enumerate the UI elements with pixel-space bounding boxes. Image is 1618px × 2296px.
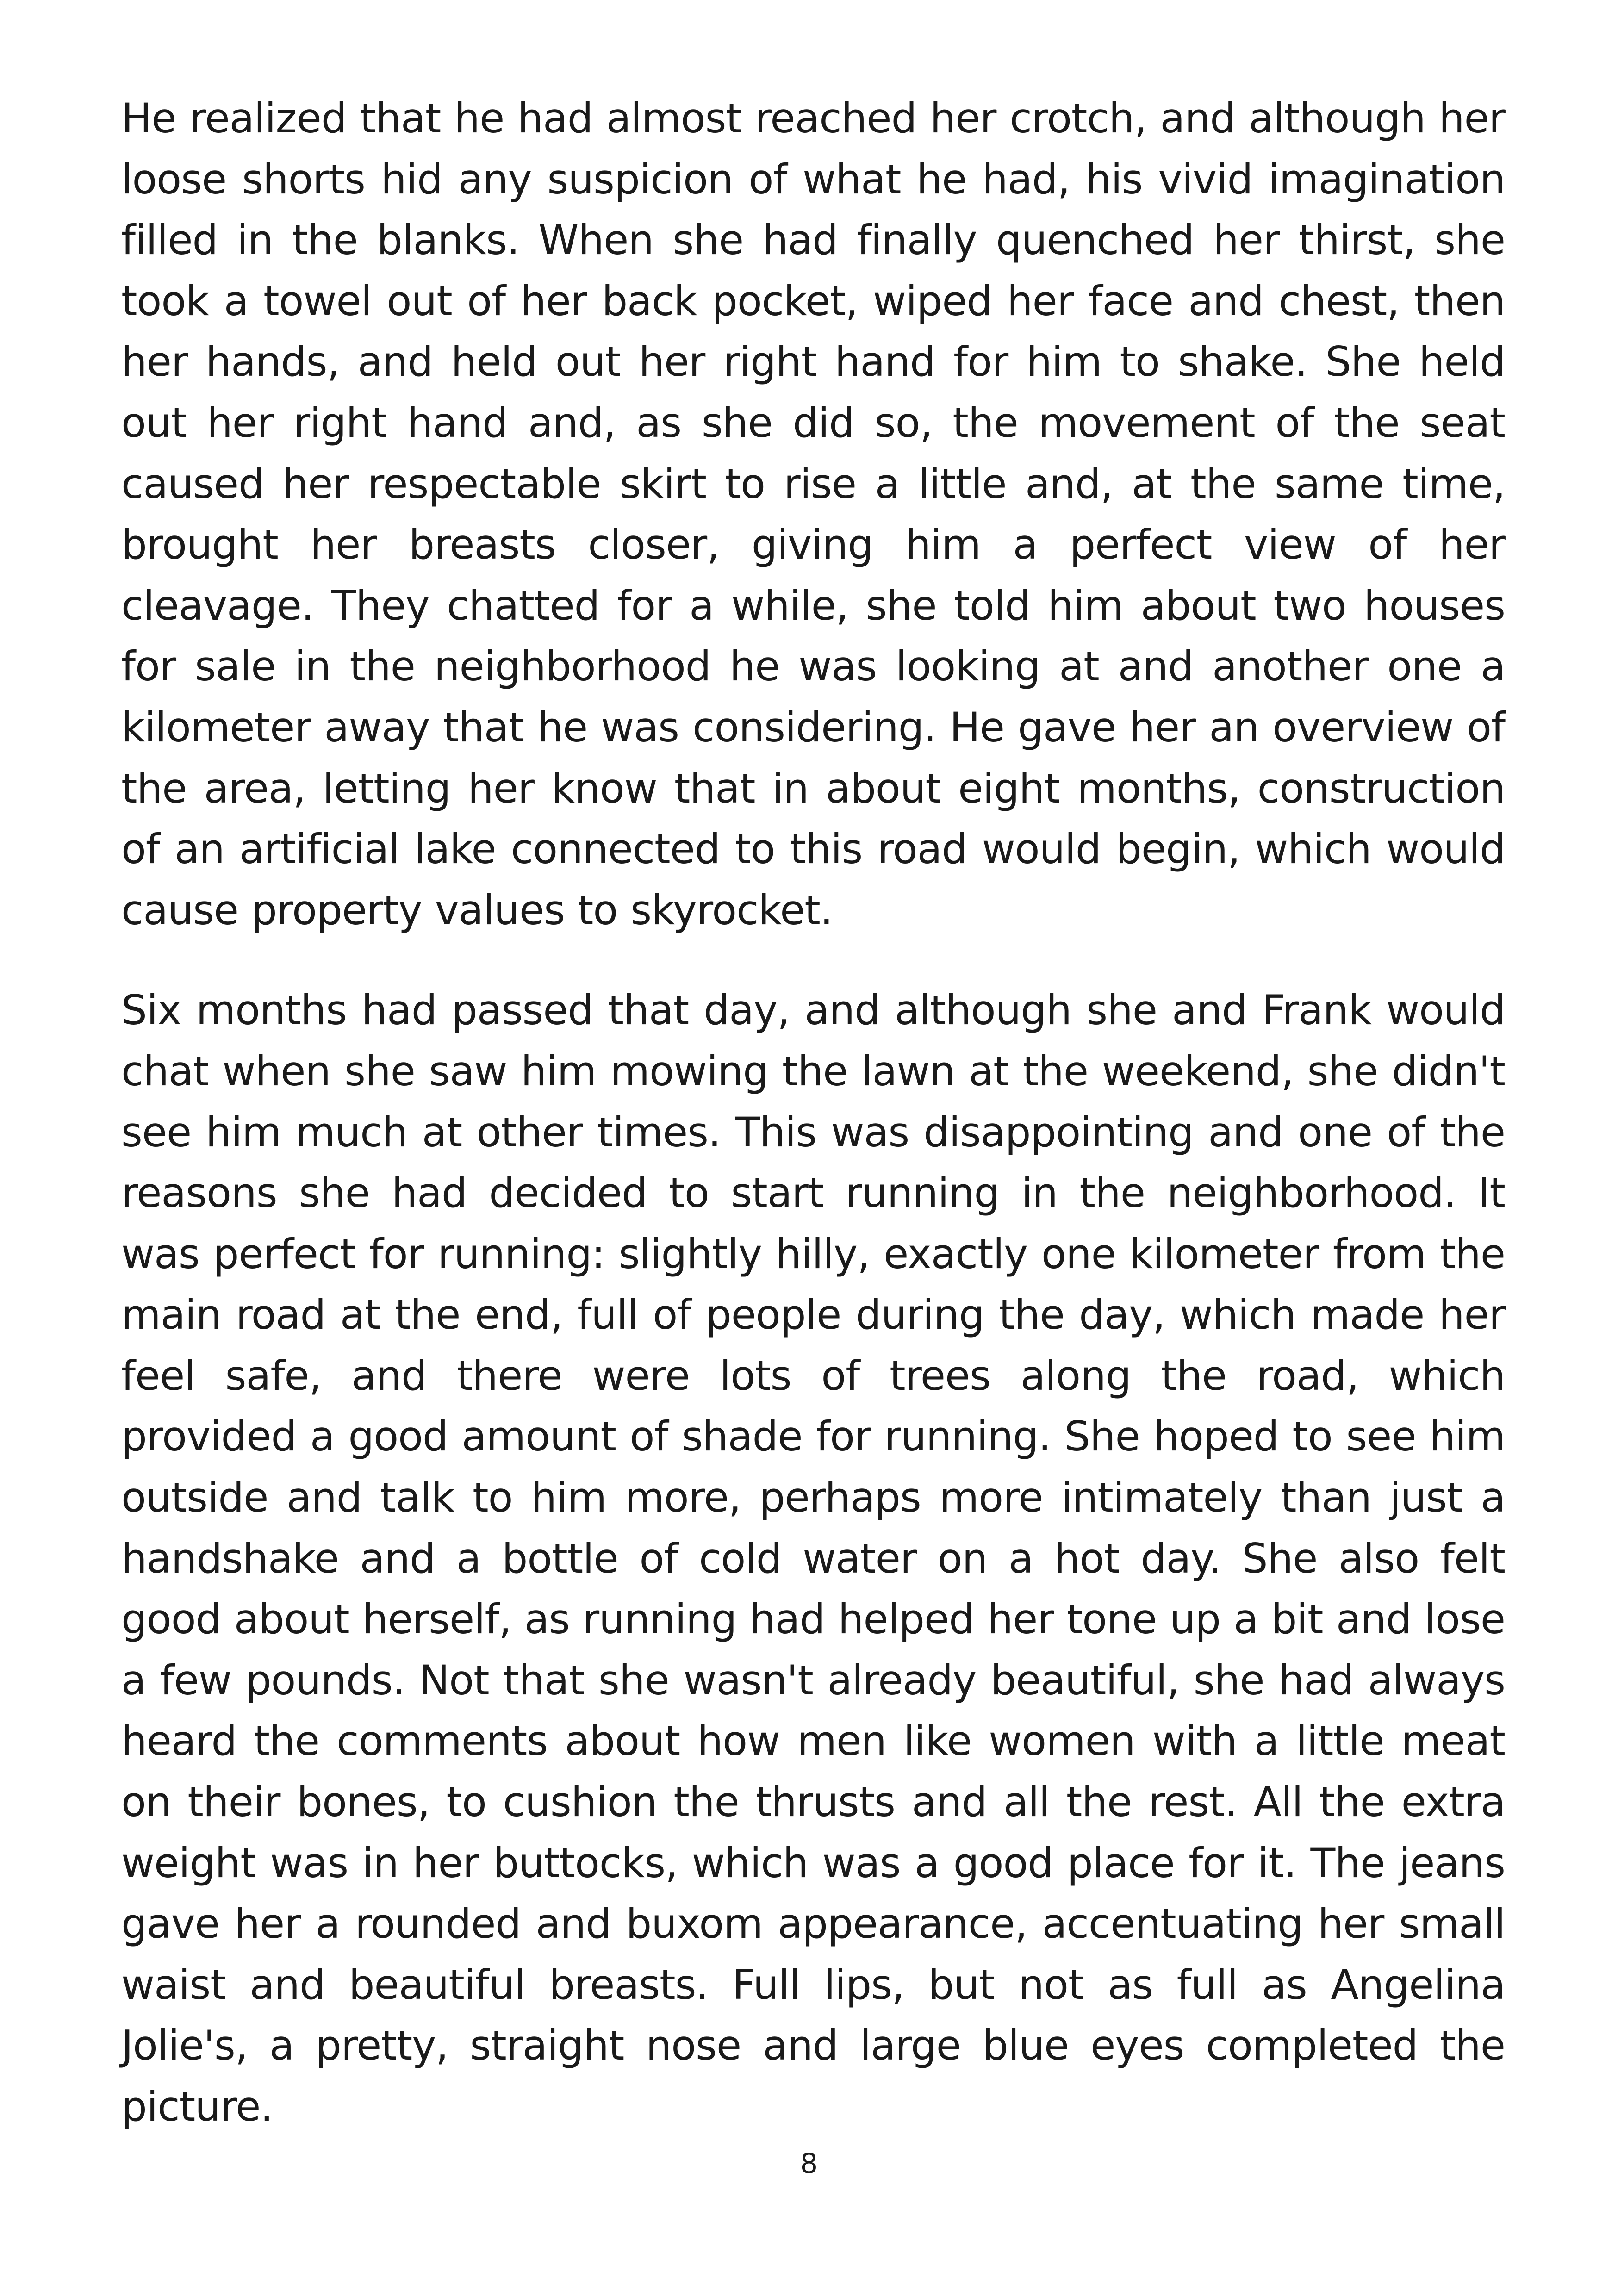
page-number: 8: [800, 2147, 818, 2180]
paragraph-2: Six months had passed that day, and although she and Frank would chat when she saw him mowing the lawn at the weekend, she didn't see him much at other times. This was disappointing and one of the reasons she had decided to start running in the neighborhood. It was perfect for running: slightly hilly, exactly one kilometer from the main road at the end, full of people during the day, which made her feel safe, and there were lots of trees along the road, which provided a good amount of shade for running. She hoped to see him outside and talk to him more, perhaps more intimately than just a handshake and a bottle of cold water on a hot day. She also felt good about herself, as running had helped her tone up a bit and lose a few pounds. Not that she wasn't already beautiful, she had always heard the comments about how men like women with a little meat on their bones, to cushion the thrusts and all the rest. All the extra weight was in her buttocks, which was a good place for it. The jeans gave her a rounded and buxom appearance, accentuating her small waist and beautiful breasts. Full lips, but not as full as Angelina Jolie's, a pretty, straight nose and large blue eyes completed the picture.: [121, 986, 1505, 2130]
paragraph-1: He realized that he had almost reached her crotch, and although her loose shorts hid any suspicion of what he had, his vivid imagination filled in the blanks. When she had finally quenched her thirst, she took a towel out of her back pocket, wiped her face and chest, then her hands, and held out her right hand for him to shake. She held out her right hand and, as she did so, the movement of the seat caused her respectable skirt to rise a little and, at the same time, brought her breasts closer, giving him a perfect view of her cleavage. They chatted for a while, she told him about two houses for sale in the neighborhood he was looking at and another one a kilometer away that he was considering. He gave her an overview of the area, letting her know that in about eight months, construction of an artificial lake connected to this road would begin, which would cause property values to skyrocket.: [121, 94, 1505, 934]
body-text: [121, 88, 1505, 2137]
